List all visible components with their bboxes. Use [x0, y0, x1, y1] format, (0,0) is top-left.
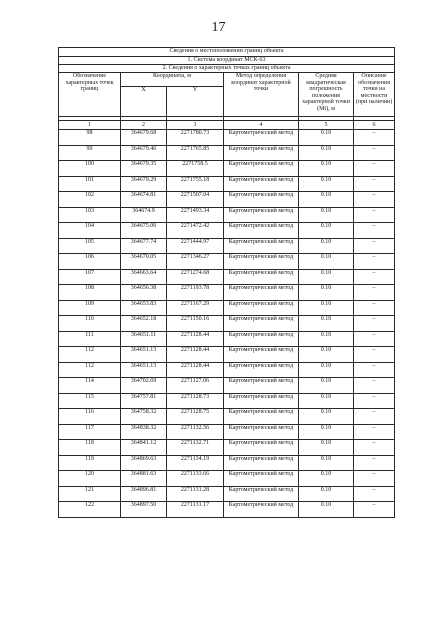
x-coordinate-cell: 364675.06	[121, 223, 167, 239]
method-cell: Картометрический метод	[224, 409, 299, 425]
method-cell: Картометрический метод	[224, 207, 299, 223]
table-row	[59, 176, 395, 192]
description-cell: –	[354, 254, 395, 270]
accuracy-cell: 0.10	[299, 393, 354, 409]
table-row	[59, 254, 395, 270]
y-coordinate-cell: 2271128.73	[167, 393, 224, 409]
point-id-cell: 112	[59, 362, 121, 378]
method-cell: Картометрический метод	[224, 393, 299, 409]
section-row	[59, 65, 395, 73]
point-id-cell: 107	[59, 269, 121, 285]
x-coordinate-cell: 364663.64	[121, 269, 167, 285]
point-id-cell: 122	[59, 502, 121, 518]
column-number: 6	[354, 121, 395, 130]
accuracy-cell: 0.10	[299, 207, 354, 223]
table-row	[59, 192, 395, 208]
point-id-cell: 102	[59, 192, 121, 208]
description-cell: –	[354, 176, 395, 192]
description-cell: –	[354, 130, 395, 146]
coordinate-system-label: 1. Система координат МСК-63	[59, 57, 395, 65]
table-row	[59, 331, 395, 347]
table-row	[59, 455, 395, 471]
x-coordinate-cell: 364674.9	[121, 207, 167, 223]
x-coordinate-cell: 364679.29	[121, 176, 167, 192]
description-cell: –	[354, 145, 395, 161]
accuracy-cell: 0.10	[299, 254, 354, 270]
y-coordinate-cell: 2271444.97	[167, 238, 224, 254]
description-cell: –	[354, 424, 395, 440]
y-coordinate-cell: 2271758.5	[167, 161, 224, 177]
y-coordinate-cell: 2271127.06	[167, 378, 224, 394]
accuracy-cell: 0.10	[299, 269, 354, 285]
x-coordinate-cell: 364841.12	[121, 440, 167, 456]
x-coordinate-cell: 364652.18	[121, 316, 167, 332]
x-coordinate-cell: 364679.46	[121, 145, 167, 161]
method-cell: Картометрический метод	[224, 176, 299, 192]
y-coordinate-cell: 2271128.44	[167, 362, 224, 378]
description-cell: –	[354, 316, 395, 332]
y-coordinate-cell: 2271128.44	[167, 331, 224, 347]
y-coordinate-cell: 2271507.04	[167, 192, 224, 208]
table-row	[59, 486, 395, 502]
y-coordinate-cell: 2271133.66	[167, 471, 224, 487]
header-accuracy: Средняя квадратическая погрешность положения характерной точки (Mt), м	[299, 73, 354, 117]
description-cell: –	[354, 192, 395, 208]
table-body	[59, 48, 395, 518]
method-cell: Картометрический метод	[224, 486, 299, 502]
accuracy-cell: 0.10	[299, 161, 354, 177]
accuracy-cell: 0.10	[299, 316, 354, 332]
header-description: Описание обозначения точки на местности (при наличии)	[354, 73, 395, 117]
table-row	[59, 223, 395, 239]
x-coordinate-cell: 364702.69	[121, 378, 167, 394]
accuracy-cell: 0.10	[299, 300, 354, 316]
method-cell: Картометрический метод	[224, 285, 299, 301]
y-coordinate-cell: 2271167.29	[167, 300, 224, 316]
column-number: 1	[59, 121, 121, 130]
x-coordinate-cell: 364881.63	[121, 471, 167, 487]
method-cell: Картометрический метод	[224, 238, 299, 254]
table-title-row	[59, 48, 395, 57]
method-cell: Картометрический метод	[224, 471, 299, 487]
x-coordinate-cell: 364757.81	[121, 393, 167, 409]
y-coordinate-cell: 2271132.71	[167, 440, 224, 456]
accuracy-cell: 0.10	[299, 145, 354, 161]
x-coordinate-cell: 364758.32	[121, 409, 167, 425]
point-id-cell: 99	[59, 145, 121, 161]
section-row	[59, 57, 395, 65]
y-coordinate-cell: 2271131.17	[167, 502, 224, 518]
method-cell: Картометрический метод	[224, 254, 299, 270]
x-coordinate-cell: 364651.13	[121, 362, 167, 378]
point-id-cell: 119	[59, 455, 121, 471]
method-cell: Картометрический метод	[224, 362, 299, 378]
column-number: 4	[224, 121, 299, 130]
description-cell: –	[354, 409, 395, 425]
point-id-cell: 103	[59, 207, 121, 223]
method-cell: Картометрический метод	[224, 440, 299, 456]
method-cell: Картометрический метод	[224, 300, 299, 316]
table-row	[59, 238, 395, 254]
point-id-cell: 117	[59, 424, 121, 440]
table-row	[59, 440, 395, 456]
description-cell: –	[354, 455, 395, 471]
header-row	[59, 73, 395, 87]
x-coordinate-cell: 364670.05	[121, 254, 167, 270]
x-coordinate-cell: 364869.63	[121, 455, 167, 471]
accuracy-cell: 0.10	[299, 223, 354, 239]
y-coordinate-cell: 2271780.73	[167, 130, 224, 146]
method-cell: Картометрический метод	[224, 145, 299, 161]
y-coordinate-cell: 2271128.75	[167, 409, 224, 425]
description-cell: –	[354, 300, 395, 316]
x-coordinate-cell: 364679.68	[121, 130, 167, 146]
point-id-cell: 120	[59, 471, 121, 487]
x-coordinate-cell: 364679.35	[121, 161, 167, 177]
description-cell: –	[354, 486, 395, 502]
accuracy-cell: 0.10	[299, 440, 354, 456]
x-coordinate-cell: 364653.83	[121, 300, 167, 316]
accuracy-cell: 0.10	[299, 471, 354, 487]
description-cell: –	[354, 440, 395, 456]
header-point-id: Обозначение характерных точек границ	[59, 73, 121, 117]
method-cell: Картометрический метод	[224, 378, 299, 394]
y-coordinate-cell: 2271193.78	[167, 285, 224, 301]
description-cell: –	[354, 161, 395, 177]
y-coordinate-cell: 2271150.16	[167, 316, 224, 332]
header-method: Метод определения координат характерной точки	[224, 73, 299, 117]
accuracy-cell: 0.10	[299, 378, 354, 394]
accuracy-cell: 0.10	[299, 347, 354, 363]
point-id-cell: 112	[59, 347, 121, 363]
accuracy-cell: 0.10	[299, 424, 354, 440]
points-section-label: 2. Сведения о характерных точках границ объекта	[59, 65, 395, 73]
description-cell: –	[354, 223, 395, 239]
method-cell: Картометрический метод	[224, 424, 299, 440]
y-coordinate-cell: 2271128.44	[167, 347, 224, 363]
y-coordinate-cell: 2271755.18	[167, 176, 224, 192]
y-coordinate-cell: 2271134.19	[167, 455, 224, 471]
table-row	[59, 285, 395, 301]
table-row	[59, 424, 395, 440]
accuracy-cell: 0.10	[299, 176, 354, 192]
description-cell: –	[354, 269, 395, 285]
y-coordinate-cell: 2271274.68	[167, 269, 224, 285]
header-y: Y	[167, 87, 224, 117]
header-x: X	[121, 87, 167, 117]
column-number-row	[59, 121, 395, 130]
table-row	[59, 316, 395, 332]
method-cell: Картометрический метод	[224, 502, 299, 518]
method-cell: Картометрический метод	[224, 192, 299, 208]
x-coordinate-cell: 364838.32	[121, 424, 167, 440]
description-cell: –	[354, 238, 395, 254]
column-number: 5	[299, 121, 354, 130]
accuracy-cell: 0.10	[299, 486, 354, 502]
method-cell: Картометрический метод	[224, 316, 299, 332]
x-coordinate-cell: 364656.38	[121, 285, 167, 301]
boundary-points-table	[58, 47, 395, 518]
method-cell: Картометрический метод	[224, 331, 299, 347]
table-row	[59, 347, 395, 363]
column-number: 2	[121, 121, 167, 130]
point-id-cell: 121	[59, 486, 121, 502]
method-cell: Картометрический метод	[224, 455, 299, 471]
table-row	[59, 300, 395, 316]
accuracy-cell: 0.10	[299, 409, 354, 425]
description-cell: –	[354, 393, 395, 409]
accuracy-cell: 0.10	[299, 285, 354, 301]
page-number: 17	[211, 20, 226, 35]
accuracy-cell: 0.10	[299, 192, 354, 208]
point-id-cell: 101	[59, 176, 121, 192]
method-cell: Картометрический метод	[224, 269, 299, 285]
description-cell: –	[354, 207, 395, 223]
table-title: Сведения о местоположении границ объекта	[59, 48, 395, 57]
method-cell: Картометрический метод	[224, 161, 299, 177]
description-cell: –	[354, 378, 395, 394]
y-coordinate-cell: 2271131.28	[167, 486, 224, 502]
point-id-cell: 114	[59, 378, 121, 394]
description-cell: –	[354, 285, 395, 301]
point-id-cell: 115	[59, 393, 121, 409]
description-cell: –	[354, 347, 395, 363]
description-cell: –	[354, 502, 395, 518]
point-id-cell: 116	[59, 409, 121, 425]
header-coordinates: Координаты, м	[121, 73, 224, 87]
description-cell: –	[354, 471, 395, 487]
point-id-cell: 104	[59, 223, 121, 239]
point-id-cell: 108	[59, 285, 121, 301]
accuracy-cell: 0.10	[299, 130, 354, 146]
point-id-cell: 109	[59, 300, 121, 316]
x-coordinate-cell: 364674.81	[121, 192, 167, 208]
table-row	[59, 409, 395, 425]
table-row	[59, 471, 395, 487]
table-row	[59, 161, 395, 177]
table-row	[59, 145, 395, 161]
table-row	[59, 362, 395, 378]
table-row	[59, 502, 395, 518]
accuracy-cell: 0.10	[299, 502, 354, 518]
y-coordinate-cell: 2271346.27	[167, 254, 224, 270]
accuracy-cell: 0.10	[299, 362, 354, 378]
table-row	[59, 393, 395, 409]
table-row	[59, 378, 395, 394]
point-id-cell: 110	[59, 316, 121, 332]
method-cell: Картометрический метод	[224, 223, 299, 239]
description-cell: –	[354, 331, 395, 347]
point-id-cell: 118	[59, 440, 121, 456]
y-coordinate-cell: 2271493.34	[167, 207, 224, 223]
table-row	[59, 130, 395, 146]
accuracy-cell: 0.10	[299, 238, 354, 254]
description-cell: –	[354, 362, 395, 378]
y-coordinate-cell: 2271132.56	[167, 424, 224, 440]
x-coordinate-cell: 364896.81	[121, 486, 167, 502]
column-number: 3	[167, 121, 224, 130]
x-coordinate-cell: 364651.11	[121, 331, 167, 347]
x-coordinate-cell: 364677.74	[121, 238, 167, 254]
point-id-cell: 111	[59, 331, 121, 347]
point-id-cell: 100	[59, 161, 121, 177]
point-id-cell: 98	[59, 130, 121, 146]
y-coordinate-cell: 2271472.42	[167, 223, 224, 239]
accuracy-cell: 0.10	[299, 331, 354, 347]
accuracy-cell: 0.10	[299, 455, 354, 471]
y-coordinate-cell: 2271765.85	[167, 145, 224, 161]
point-id-cell: 105	[59, 238, 121, 254]
method-cell: Картометрический метод	[224, 347, 299, 363]
x-coordinate-cell: 364651.13	[121, 347, 167, 363]
x-coordinate-cell: 364897.50	[121, 502, 167, 518]
table-row	[59, 269, 395, 285]
point-id-cell: 106	[59, 254, 121, 270]
method-cell: Картометрический метод	[224, 130, 299, 146]
table-row	[59, 207, 395, 223]
